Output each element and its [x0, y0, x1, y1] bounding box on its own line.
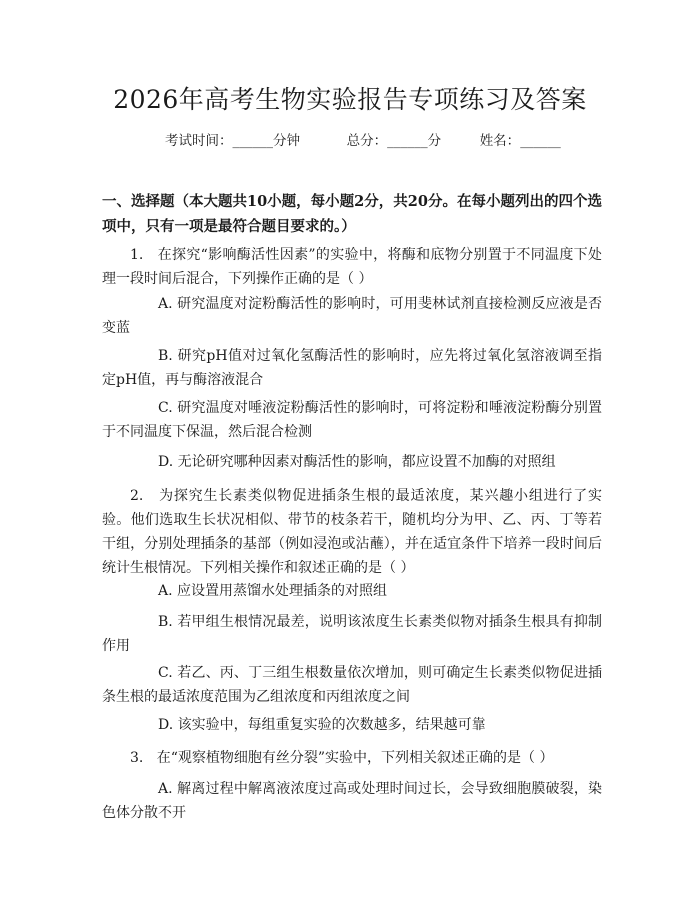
time-blank: ______: [232, 133, 273, 149]
question-3-option-a: A. 解离过程中解离液浓度过高或处理时间过长，会导致细胞膜破裂，染色体分散不开: [102, 781, 602, 821]
question-text: 为探究生长素类似物促进插条生根的最适浓度，某兴趣小组进行了实验。他们选取生长状况相似、带节的枝条若干，随机均分为甲、乙、丙、丁等若干组，分别处理插条的基部（例如浸泡或沾蘸），并在适宜条件下培养一段时间后统计生根情况。下列相关操作和叙述正确的是（ ）: [102, 488, 603, 576]
question-3-stem: [102, 746, 602, 770]
question-text: 在探究“影响酶活性因素”的实验中，将酶和底物分别置于不同温度下处理一段时间后混合，下列操作正确的是（ ）: [102, 247, 602, 287]
page-title: 2026年高考生物实验报告专项练习及答案: [113, 85, 587, 114]
name-blank: ______: [520, 133, 561, 149]
question-2-stem: [102, 484, 602, 580]
score-unit: 分: [427, 133, 442, 149]
section-heading: 一、选择题（本大题共10小题，每小题2分，共20分。在每小题列出的四个选项中，只有一项是最符合题目要求的。）: [102, 193, 602, 235]
time-unit: 分钟: [273, 133, 300, 149]
question-number: 1.: [130, 247, 144, 263]
time-label: 考试时间：: [165, 133, 233, 149]
score-blank: ______: [387, 133, 428, 149]
question-1-option-a: A. 研究温度对淀粉酶活性的影响时，可用斐林试剂直接检测反应液是否变蓝: [102, 296, 602, 336]
question-text: 在“观察植物细胞有丝分裂”实验中，下列相关叙述正确的是（ ）: [156, 750, 554, 766]
question-2-option-b: B. 若甲组生根情况最差，说明该浓度生长素类似物对插条生根具有抑制作用: [102, 614, 602, 654]
question-number: 2.: [130, 488, 144, 504]
question-1-stem: [102, 243, 602, 291]
question-1-option-d: D. 无论研究哪种因素对酶活性的影响，都应设置不加酶的对照组: [158, 454, 556, 470]
question-number: 3.: [130, 750, 144, 766]
question-2-option-d: D. 该实验中，每组重复实验的次数越多，结果越可靠: [158, 717, 486, 733]
question-1-option-b: B. 研究pH值对过氧化氢酶活性的影响时，应先将过氧化氢溶液调至指定pH值，再与酶溶液混合: [102, 348, 602, 388]
question-2-option-c: C. 若乙、丙、丁三组生根数量依次增加，则可确定生长素类似物促进插条生根的最适浓度范围为乙组浓度和丙组浓度之间: [102, 665, 602, 705]
name-label: 姓名：: [479, 133, 521, 149]
question-2-option-a: A. 应设置用蒸馏水处理插条的对照组: [158, 583, 388, 599]
question-1-option-c: C. 研究温度对唾液淀粉酶活性的影响时，可将淀粉和唾液淀粉酶分别置于不同温度下保温，然后混合检测: [102, 400, 602, 440]
score-label: 总分：: [346, 133, 388, 149]
exam-info-line: [165, 130, 561, 152]
